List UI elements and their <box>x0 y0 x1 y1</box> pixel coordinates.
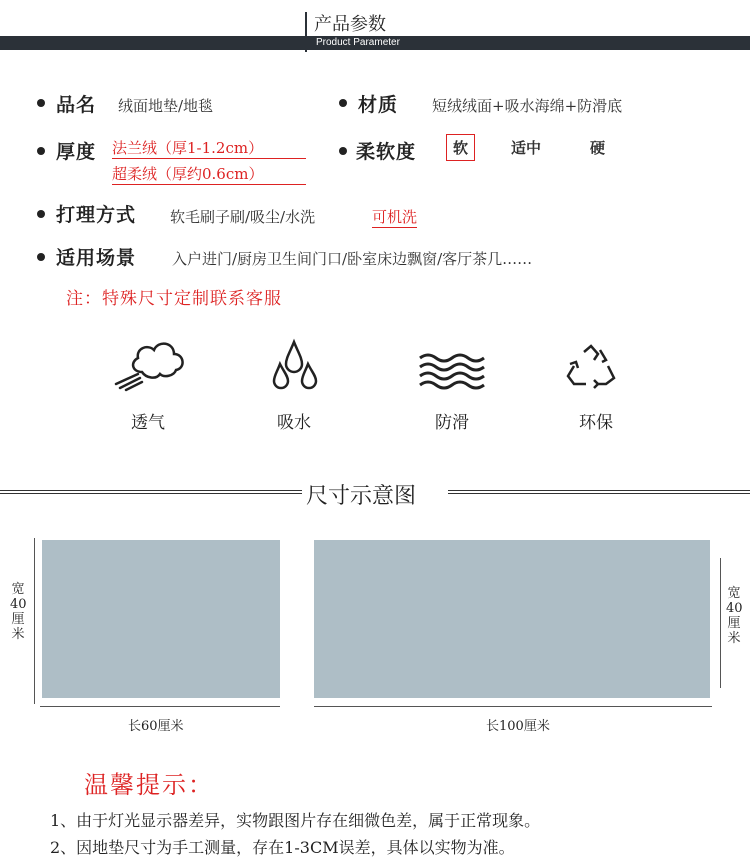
tip-item: 2、因地垫尺寸为手工测量，存在1-3CM误差，具体以实物为准。 <box>50 838 515 857</box>
breathable-icon <box>112 336 192 392</box>
name-label: 品名 <box>56 94 97 116</box>
tips-title: 温馨提示： <box>84 771 214 799</box>
header-title: 产品参数 <box>314 14 386 35</box>
softness-option-medium: 适中 <box>511 139 542 157</box>
feature-label-eco: 环保 <box>579 413 613 433</box>
waves-icon <box>416 350 488 390</box>
right-width-label: 宽40厘米 <box>726 586 743 646</box>
care-highlight: 可机洗 <box>372 208 418 226</box>
name-value: 绒面地垫/地毯 <box>118 97 214 115</box>
softness-option-soft: 软 <box>446 134 475 161</box>
feature-label-absorbent: 吸水 <box>277 413 311 433</box>
size-section-title: 尺寸示意图 <box>306 484 417 509</box>
tip-item: 1、由于灯光显示器差异，实物跟图片存在细微色差，属于正常现象。 <box>50 811 541 830</box>
section-divider-left <box>0 490 302 494</box>
softness-option-hard: 硬 <box>590 139 606 157</box>
custom-size-note: 注：特殊尺寸定制联系客服 <box>66 289 282 309</box>
bullet-dot <box>339 99 347 107</box>
header-subtitle: Product Parameter <box>316 37 400 48</box>
care-value: 软毛刷子刷/吸尘/水洗 <box>170 208 316 226</box>
care-label: 打理方式 <box>56 204 137 226</box>
usage-label: 适用场景 <box>56 247 137 269</box>
softness-label: 柔软度 <box>356 141 417 163</box>
header-tick <box>305 12 307 52</box>
feature-label-breathable: 透气 <box>131 413 165 433</box>
bullet-dot <box>37 147 45 155</box>
left-width-line <box>34 538 35 704</box>
water-drops-icon <box>266 338 322 394</box>
left-length-label: 长60厘米 <box>128 719 184 734</box>
bullet-dot <box>37 253 45 261</box>
thickness-ultrasoft: 超柔绒（厚约0.6cm） <box>112 163 306 185</box>
thickness-label: 厚度 <box>56 141 97 163</box>
right-length-label: 长100厘米 <box>486 719 550 734</box>
right-width-line <box>720 558 721 688</box>
mat-100x40 <box>314 540 710 698</box>
usage-value: 入户进门/厨房卫生间门口/卧室床边飘窗/客厅茶几…… <box>172 250 533 268</box>
material-value: 短绒绒面+吸水海绵+防滑底 <box>432 97 623 115</box>
recycle-icon <box>566 344 616 390</box>
left-length-line <box>40 706 280 707</box>
left-width-label: 宽40厘米 <box>10 582 27 642</box>
bullet-dot <box>339 147 347 155</box>
material-label: 材质 <box>358 94 399 116</box>
mat-60x40 <box>42 540 280 698</box>
right-length-line <box>314 706 712 707</box>
feature-label-antislip: 防滑 <box>435 413 469 433</box>
bullet-dot <box>37 99 45 107</box>
section-divider-right <box>448 490 750 494</box>
thickness-flannel: 法兰绒（厚1-1.2cm） <box>112 137 306 159</box>
bullet-dot <box>37 210 45 218</box>
